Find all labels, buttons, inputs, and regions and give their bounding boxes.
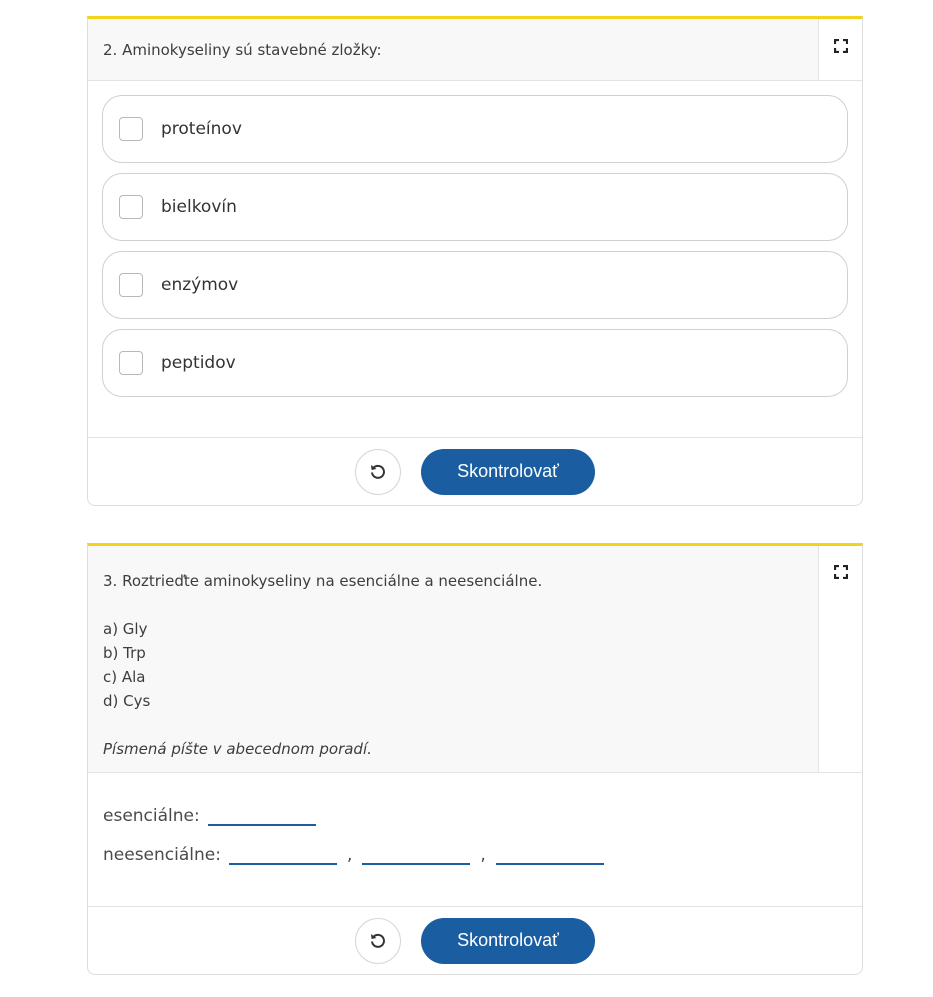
essential-row [103,798,604,826]
fullscreen-button[interactable] [818,546,862,772]
expand-icon [834,565,848,579]
checkbox[interactable] [119,351,143,375]
question-footer [88,437,862,505]
fullscreen-button[interactable] [818,19,862,80]
question-note: Písmená píšte v abecednom poradí. [103,740,372,758]
check-button[interactable]: Skontrolovať [421,918,595,964]
checkbox[interactable] [119,117,143,141]
spacer [103,713,802,737]
question-header [88,546,862,773]
checkbox[interactable] [119,195,143,219]
list-item: b) Trp [103,644,146,662]
option-bielkovin[interactable] [102,173,848,241]
essential-input[interactable] [208,804,316,826]
essential-label: esenciálne: [103,806,200,826]
spacer [103,593,802,617]
question-footer [88,906,862,974]
separator: , [346,845,353,865]
separator: , [480,845,486,865]
retry-button[interactable] [355,918,401,964]
nonessential-input-1[interactable] [229,843,337,865]
expand-icon [834,39,848,53]
retry-icon [369,932,387,950]
option-label: proteínov [161,119,242,139]
nonessential-input-2[interactable] [362,843,470,865]
option-peptidov[interactable] [102,329,848,397]
option-enzymov[interactable] [102,251,848,319]
option-label: bielkovín [161,197,237,217]
check-button[interactable]: Skontrolovať [421,449,595,495]
question-title: 3. Roztrieďte aminokyseliny na esenciálne a neesenciálne. [103,572,543,590]
options-list [102,95,848,407]
nonessential-input-3[interactable] [496,843,604,865]
checkbox[interactable] [119,273,143,297]
option-label: enzýmov [161,275,239,295]
list-item: a) Gly [103,620,148,638]
nonessential-label: neesenciálne: [103,845,221,865]
list-item: d) Cys [103,692,151,710]
question-title: 2. Aminokyseliny sú stavebné zložky: [103,40,382,59]
question-card-3 [87,543,863,975]
list-item: c) Ala [103,668,146,686]
nonessential-row [103,837,604,865]
fill-in-area [103,798,604,876]
retry-button[interactable] [355,449,401,495]
option-proteinov[interactable] [102,95,848,163]
option-label: peptidov [161,353,236,373]
retry-icon [369,463,387,481]
question-card-2 [87,16,863,506]
question-header [88,19,862,81]
